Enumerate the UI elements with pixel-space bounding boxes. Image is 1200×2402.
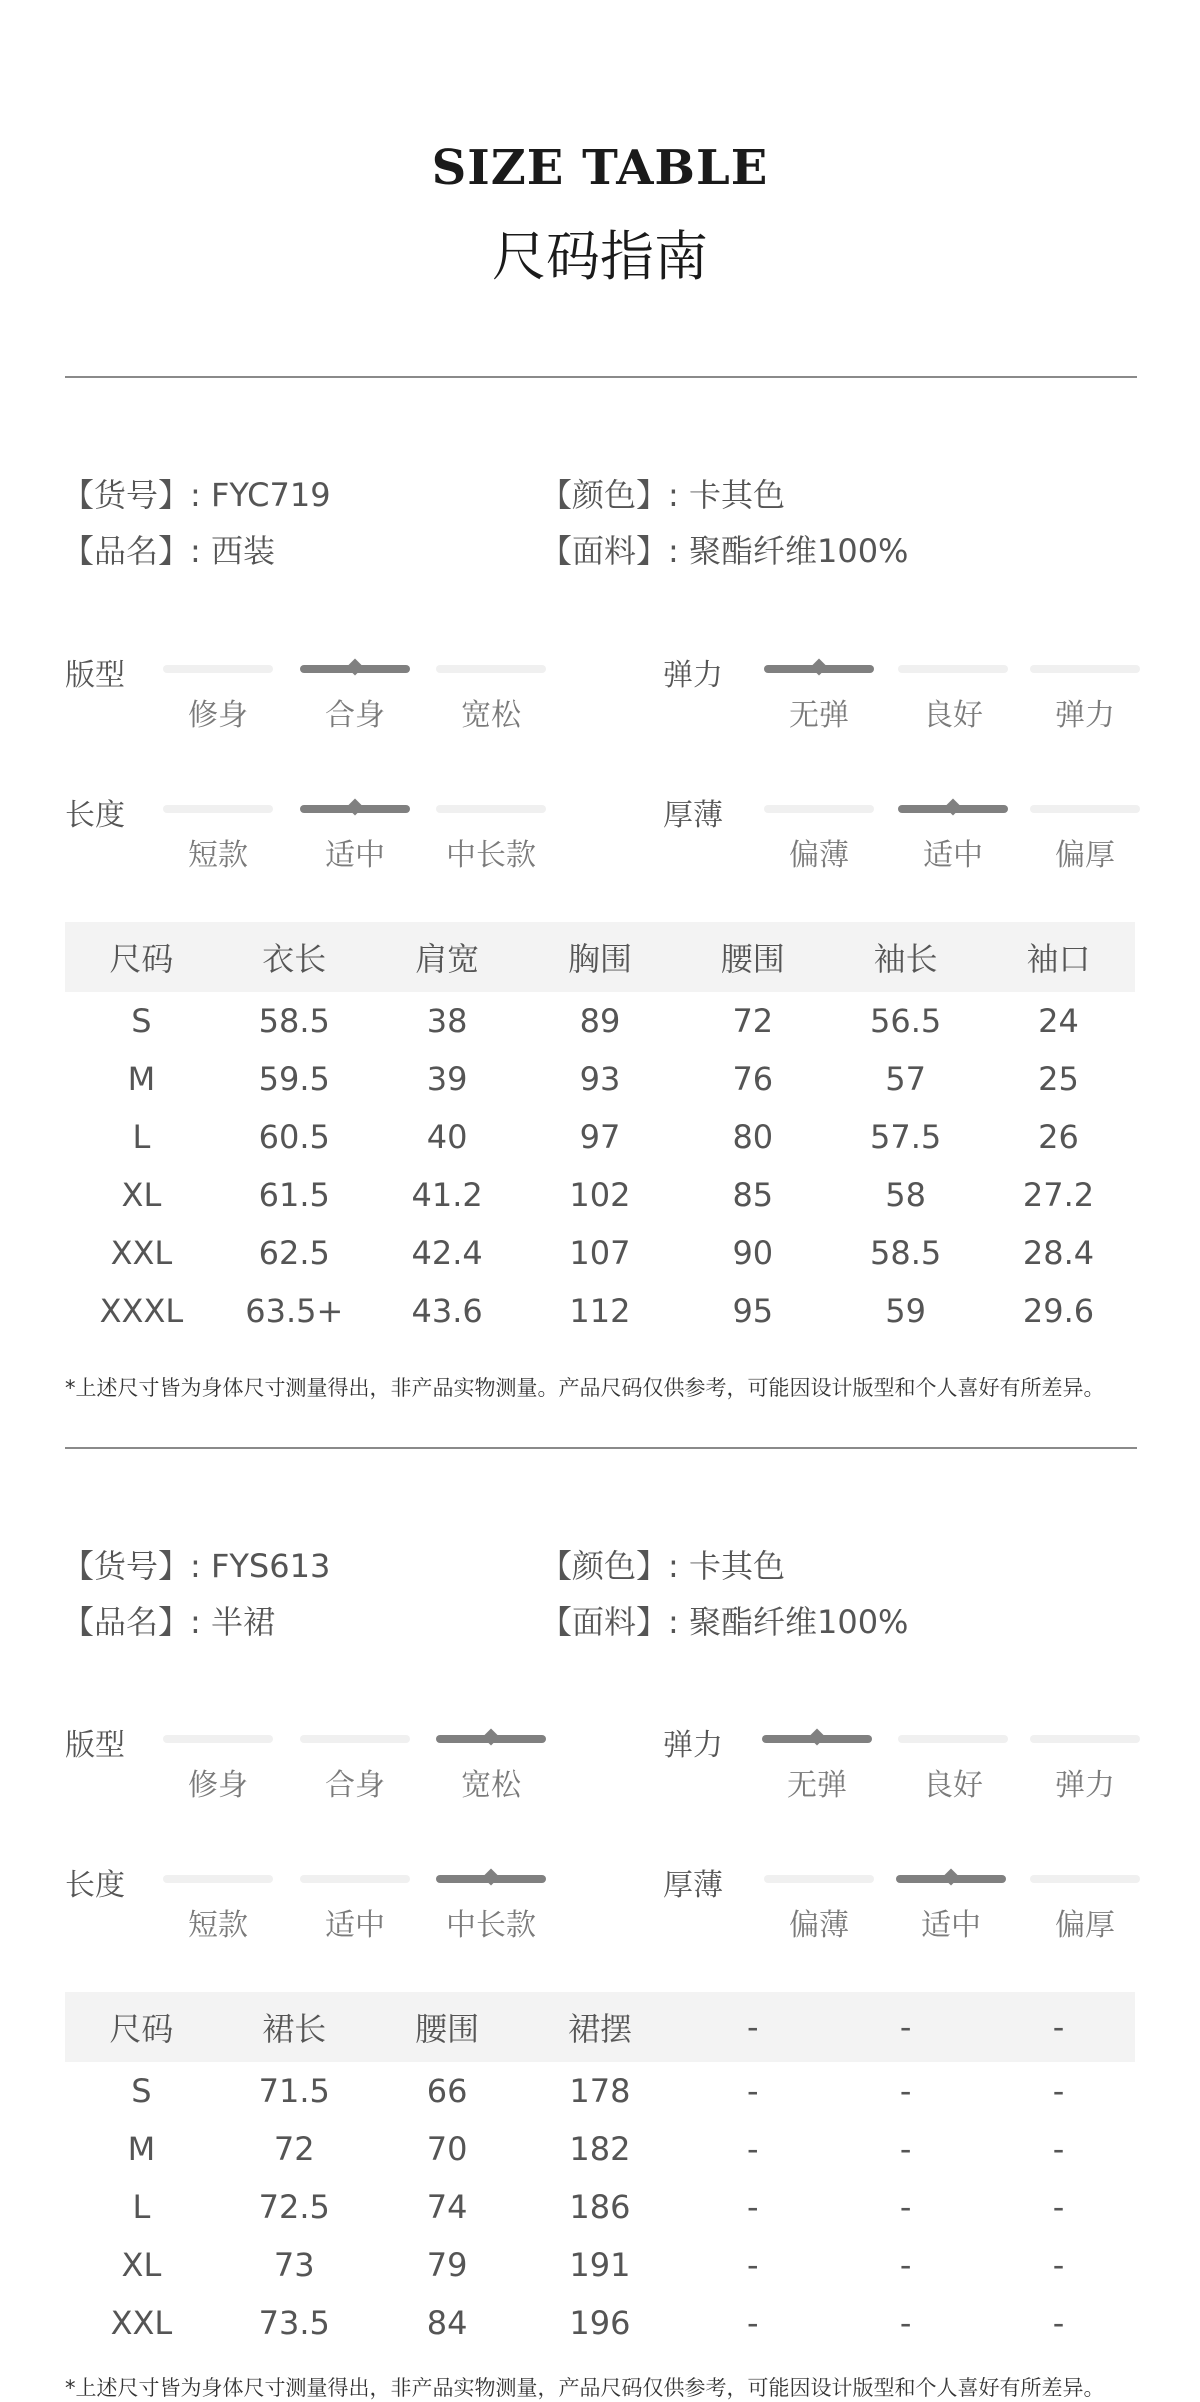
- title-english: SIZE TABLE: [431, 140, 769, 196]
- table-cell: XL: [121, 2246, 162, 2284]
- table-header-cell: 裙摆: [524, 1992, 677, 2062]
- attribute-name: 长度: [65, 1868, 125, 1903]
- table-cell: 89: [579, 1002, 621, 1040]
- product-name-row: [62, 1597, 275, 1643]
- option-label: 合身: [325, 698, 385, 733]
- table-cell: XXL: [110, 1234, 173, 1272]
- level-bar-good: [898, 665, 1008, 673]
- level-bar-none-selected: [764, 665, 874, 673]
- table-cell: 26: [1038, 1118, 1079, 1156]
- table-cell: 73.5: [258, 2304, 330, 2342]
- item-number-value: FYC719: [210, 476, 331, 514]
- table-cell: -: [747, 2072, 759, 2110]
- option-label: 偏薄: [789, 838, 849, 873]
- table-header-cell: -: [982, 1992, 1135, 2062]
- table-cell: 38: [426, 1002, 468, 1040]
- attribute-name: 弹力: [663, 658, 723, 693]
- table-cell: XL: [121, 1176, 162, 1214]
- table-row: [65, 1166, 1135, 1224]
- table-cell: -: [899, 2130, 912, 2168]
- table-cell: 76: [732, 1060, 774, 1098]
- item-number-label: 【货号】:: [62, 1547, 201, 1585]
- option-label: 中长款: [446, 1908, 536, 1943]
- table-cell: 107: [569, 1234, 631, 1272]
- option-label: 弹力: [1055, 698, 1115, 733]
- level-bar-medium: [300, 1875, 410, 1883]
- table-cell: 112: [569, 1292, 631, 1330]
- level-bar-medium-selected: [300, 805, 410, 813]
- table-cell: 72: [732, 1002, 774, 1040]
- option-label: 偏薄: [789, 1908, 849, 1943]
- size-disclaimer-note: *上述尺寸皆为身体尺寸测量得出，非产品实物测量，产品尺码仅供参考，可能因设计版型和个人喜好有所差异。: [65, 2376, 1105, 2400]
- table-cell: 39: [426, 1060, 468, 1098]
- level-bar-regular: [300, 1735, 410, 1743]
- option-label: 适中: [921, 1908, 981, 1943]
- option-label: 中长款: [446, 838, 536, 873]
- table-header-cell: -: [676, 1992, 829, 2062]
- table-row: [65, 1224, 1135, 1282]
- table-cell: 191: [569, 2246, 631, 2284]
- product-name-label: 【品名】:: [62, 1603, 201, 1641]
- level-bar-long: [436, 805, 546, 813]
- level-bar-stretch: [1030, 1735, 1140, 1743]
- table-cell: -: [899, 2072, 912, 2110]
- table-cell: -: [747, 2246, 759, 2284]
- table-cell: 182: [569, 2130, 631, 2168]
- fabric-label: 【面料】:: [540, 1603, 679, 1641]
- table-cell: 62.5: [258, 1234, 330, 1272]
- color-label: 【颜色】:: [540, 476, 679, 514]
- table-row: [65, 2062, 1135, 2120]
- table-cell: 60.5: [258, 1118, 330, 1156]
- table-cell: 43.6: [411, 1292, 483, 1330]
- table-cell: 28.4: [1022, 1234, 1095, 1272]
- level-bar-stretch: [1030, 665, 1140, 673]
- table-cell: 41.2: [411, 1176, 483, 1214]
- level-bar-none-selected: [762, 1735, 872, 1743]
- option-label: 短款: [188, 838, 248, 873]
- option-label: 良好: [923, 698, 983, 733]
- table-cell: S: [131, 2072, 152, 2110]
- table-header-cell: 腰围: [676, 922, 829, 992]
- option-label: 宽松: [461, 1768, 521, 1803]
- table-cell: 59: [885, 1292, 926, 1330]
- table-header-cell: 袖口: [982, 922, 1135, 992]
- table-cell: 24: [1038, 1002, 1079, 1040]
- table-cell: 79: [426, 2246, 468, 2284]
- table-cell: XXL: [110, 2304, 173, 2342]
- color-row: [540, 470, 785, 516]
- table-cell: 178: [569, 2072, 631, 2110]
- table-cell: -: [1052, 2188, 1065, 2226]
- table-cell: M: [127, 1060, 156, 1098]
- item-number-value: FYS613: [210, 1547, 331, 1585]
- table-cell: S: [131, 1002, 152, 1040]
- fabric-row: [540, 1597, 908, 1643]
- table-header-cell: 尺码: [65, 1992, 218, 2062]
- option-label: 合身: [325, 1768, 385, 1803]
- level-bar-long-selected: [436, 1875, 546, 1883]
- divider-middle: [65, 1447, 1137, 1449]
- table-cell: M: [127, 2130, 156, 2168]
- level-bar-thick: [1030, 805, 1140, 813]
- item-number-label: 【货号】:: [62, 476, 201, 514]
- table-cell: 58.5: [258, 1002, 330, 1040]
- option-label: 宽松: [461, 698, 521, 733]
- table-cell: 80: [732, 1118, 774, 1156]
- option-label: 修身: [188, 1768, 248, 1803]
- level-bar-slim: [163, 1735, 273, 1743]
- color-label: 【颜色】:: [540, 1547, 679, 1585]
- attribute-name: 版型: [65, 658, 125, 693]
- table-cell: -: [747, 2304, 759, 2342]
- table-cell: 59.5: [258, 1060, 330, 1098]
- table-cell: 63.5+: [245, 1292, 344, 1330]
- table-header-cell: 袖长: [829, 922, 982, 992]
- table-cell: -: [1052, 2246, 1065, 2284]
- table-row: [65, 2178, 1135, 2236]
- attribute-name: 长度: [65, 798, 125, 833]
- option-label: 偏厚: [1055, 1908, 1115, 1943]
- table-header-cell: 腰围: [371, 1992, 524, 2062]
- product-name-row: [62, 526, 275, 572]
- table-cell: 72.5: [258, 2188, 330, 2226]
- attribute-name: 厚薄: [663, 798, 723, 833]
- table-cell: 56.5: [870, 1002, 942, 1040]
- table-cell: L: [132, 2188, 151, 2226]
- table-row: [65, 1108, 1135, 1166]
- table-cell: 27.2: [1022, 1176, 1095, 1214]
- table-cell: -: [747, 2130, 759, 2168]
- table-row: [65, 2236, 1135, 2294]
- table-row: [65, 1050, 1135, 1108]
- table-cell: 29.6: [1022, 1292, 1095, 1330]
- item-number-row: [62, 470, 331, 516]
- table-cell: -: [1052, 2304, 1065, 2342]
- size-disclaimer-note: *上述尺寸皆为身体尺寸测量得出，非产品实物测量。产品尺码仅供参考，可能因设计版型和个人喜好有所差异。: [65, 1376, 1105, 1400]
- table-cell: -: [1052, 2072, 1065, 2110]
- table-row: [65, 2120, 1135, 2178]
- level-bar-medium-selected: [898, 805, 1008, 813]
- table-cell: 70: [426, 2130, 468, 2168]
- color-value: 卡其色: [688, 476, 785, 514]
- level-bar-regular-selected: [300, 665, 410, 673]
- table-row: [65, 992, 1135, 1050]
- option-label: 适中: [325, 838, 385, 873]
- size-table: [65, 922, 1135, 1340]
- table-cell: 74: [426, 2188, 468, 2226]
- table-cell: -: [899, 2246, 912, 2284]
- table-cell: 93: [579, 1060, 621, 1098]
- option-label: 无弹: [787, 1768, 847, 1803]
- color-row: [540, 1541, 785, 1587]
- table-cell: -: [1052, 2130, 1065, 2168]
- table-header-cell: 衣长: [218, 922, 371, 992]
- table-cell: 196: [569, 2304, 631, 2342]
- table-cell: 102: [569, 1176, 631, 1214]
- product-name-value: 西装: [210, 532, 275, 570]
- divider-top: [65, 376, 1137, 378]
- level-bar-good: [898, 1735, 1008, 1743]
- option-label: 良好: [923, 1768, 983, 1803]
- product-name-value: 半裙: [210, 1603, 275, 1641]
- level-bar-thin: [764, 1875, 874, 1883]
- fabric-row: [540, 526, 908, 572]
- table-cell: -: [899, 2188, 912, 2226]
- title-chinese: 尺码指南: [492, 225, 708, 288]
- table-cell: 61.5: [258, 1176, 330, 1214]
- level-bar-short: [163, 805, 273, 813]
- table-cell: 57.5: [870, 1118, 942, 1156]
- table-cell: 25: [1038, 1060, 1079, 1098]
- table-cell: 97: [579, 1118, 621, 1156]
- table-cell: 186: [569, 2188, 631, 2226]
- table-cell: 58: [885, 1176, 926, 1214]
- table-cell: 85: [732, 1176, 774, 1214]
- level-bar-thin: [764, 805, 874, 813]
- table-cell: -: [747, 2188, 759, 2226]
- table-header-cell: 裙长: [218, 1992, 371, 2062]
- table-header-row: [65, 1992, 1135, 2062]
- level-bar-loose: [436, 665, 546, 673]
- level-bar-medium-selected: [896, 1875, 1006, 1883]
- table-header-cell: -: [829, 1992, 982, 2062]
- product-name-label: 【品名】:: [62, 532, 201, 570]
- table-cell: 72: [273, 2130, 315, 2168]
- fabric-label: 【面料】:: [540, 532, 679, 570]
- option-label: 无弹: [789, 698, 849, 733]
- table-cell: 57: [885, 1060, 926, 1098]
- attribute-name: 厚薄: [663, 1868, 723, 1903]
- table-row: [65, 1282, 1135, 1340]
- table-cell: 84: [426, 2304, 468, 2342]
- option-label: 修身: [188, 698, 248, 733]
- item-number-row: [62, 1541, 330, 1587]
- table-cell: 40: [426, 1118, 468, 1156]
- table-cell: XXXL: [99, 1292, 184, 1330]
- table-cell: 58.5: [870, 1234, 942, 1272]
- table-cell: 42.4: [411, 1234, 483, 1272]
- color-value: 卡其色: [688, 1547, 785, 1585]
- fabric-value: 聚酯纤维100%: [688, 532, 909, 570]
- table-cell: 71.5: [258, 2072, 330, 2110]
- option-label: 偏厚: [1055, 838, 1115, 873]
- table-cell: -: [899, 2304, 912, 2342]
- size-table: [65, 1992, 1135, 2352]
- level-bar-short: [163, 1875, 273, 1883]
- level-bar-thick: [1030, 1875, 1140, 1883]
- table-cell: 66: [426, 2072, 468, 2110]
- option-label: 短款: [188, 1908, 248, 1943]
- option-label: 适中: [923, 838, 983, 873]
- table-row: [65, 2294, 1135, 2352]
- option-label: 适中: [325, 1908, 385, 1943]
- attribute-name: 版型: [65, 1728, 125, 1763]
- fabric-value: 聚酯纤维100%: [688, 1603, 909, 1641]
- table-header-row: [65, 922, 1135, 992]
- table-cell: 90: [732, 1234, 774, 1272]
- level-bar-slim: [163, 665, 273, 673]
- table-header-cell: 尺码: [65, 922, 218, 992]
- attribute-name: 弹力: [663, 1728, 723, 1763]
- level-bar-loose-selected: [436, 1735, 546, 1743]
- table-header-cell: 胸围: [524, 922, 677, 992]
- table-header-cell: 肩宽: [371, 922, 524, 992]
- table-cell: 73: [273, 2246, 315, 2284]
- table-cell: 95: [732, 1292, 774, 1330]
- table-cell: L: [132, 1118, 151, 1156]
- option-label: 弹力: [1055, 1768, 1115, 1803]
